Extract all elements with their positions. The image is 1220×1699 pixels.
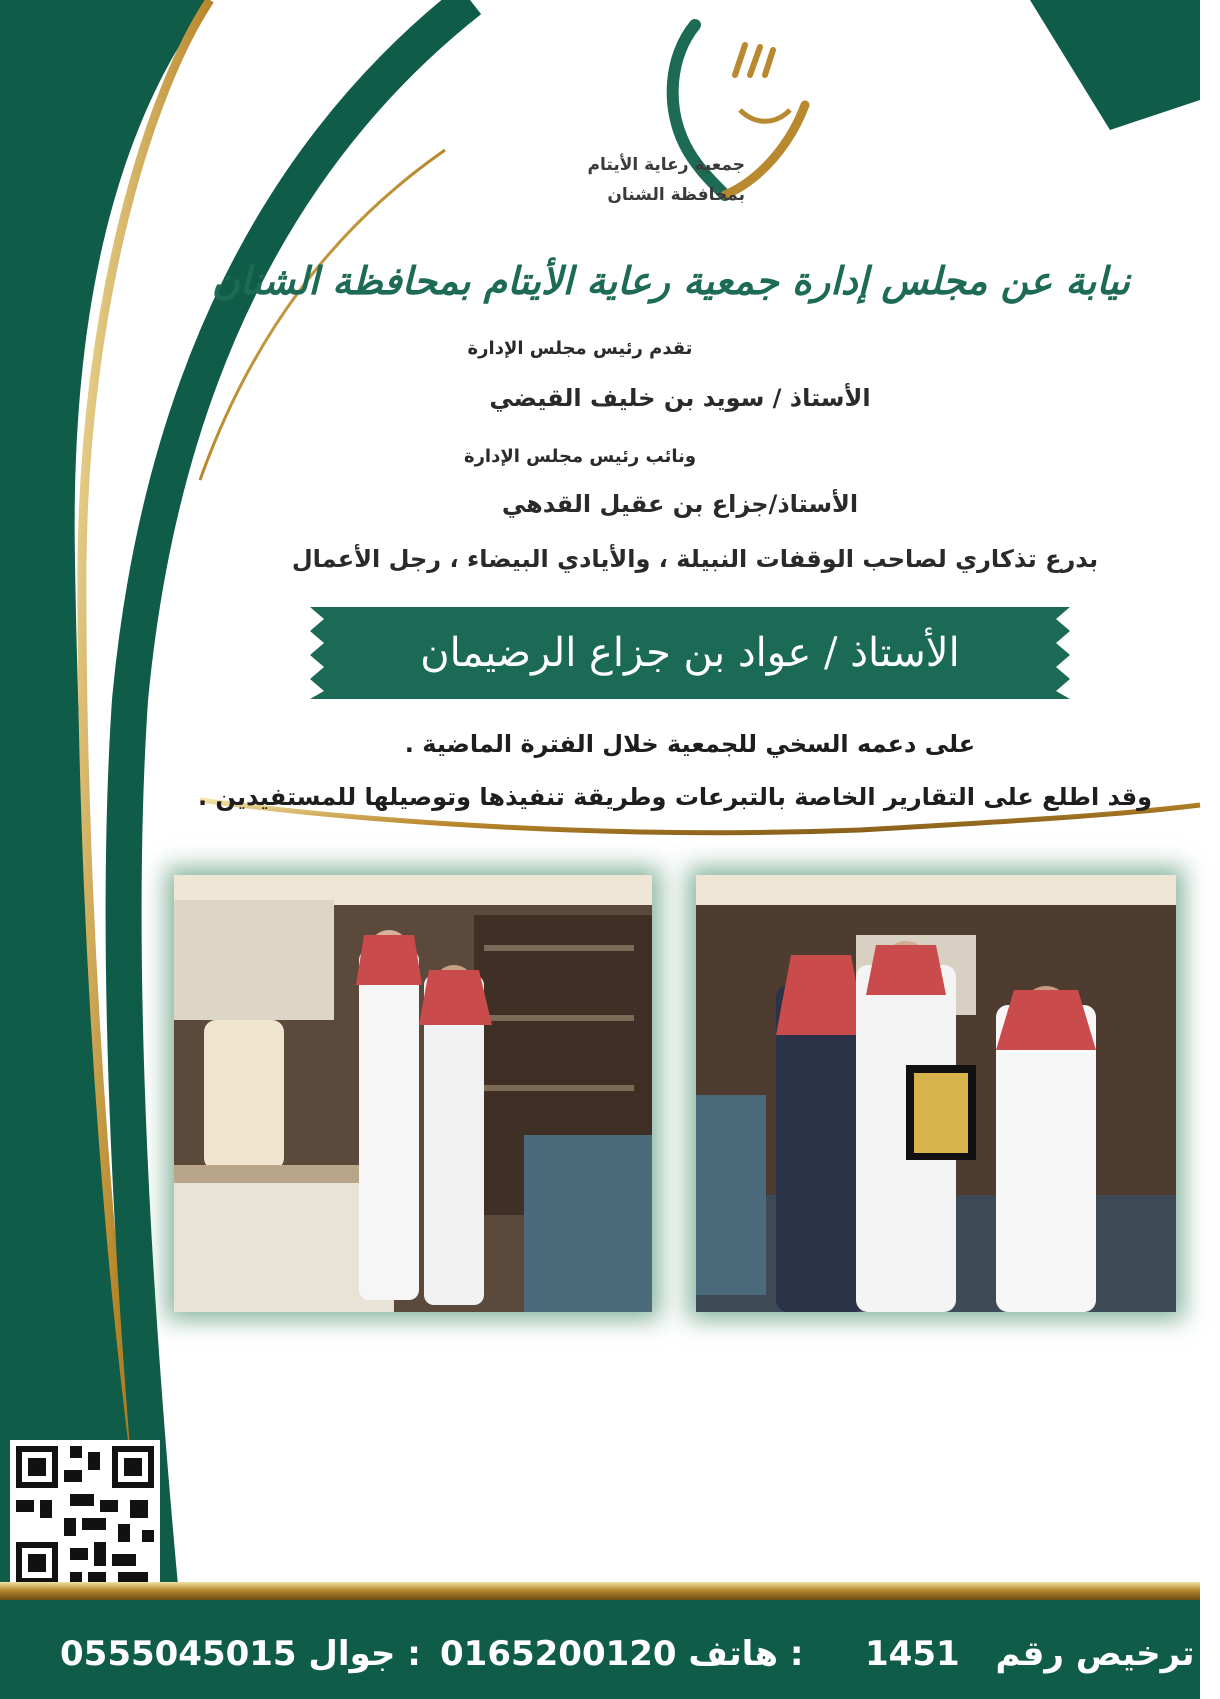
deputy-name: الأستاذ/جزاع بن عقيل القدهي: [501, 490, 859, 518]
phone-value: 0165200120: [440, 1634, 677, 1674]
phone-label: هاتف :: [688, 1634, 804, 1674]
award-line: بدرع تذكاري لصاحب الوقفات النبيلة ، والأيادي البيضاء ، رجل الأعمال: [291, 545, 1099, 573]
logo-name-line2: بمحافظة الشنان: [607, 185, 745, 205]
footer-license: [865, 1634, 1220, 1674]
mobile-label: جوال :: [308, 1634, 421, 1674]
body-line-2: وقد اطلع على التقارير الخاصة بالتبرعات وطريقة تنفيذها وتوصيلها للمستفيدين .: [197, 783, 1153, 811]
qr-code-icon: [10, 1440, 160, 1590]
license-value: 1451: [865, 1634, 960, 1674]
body-line-1: على دعمه السخي للجمعية خلال الفترة الماضية .: [404, 730, 976, 758]
photo-office-reading: [174, 875, 652, 1312]
mobile-value: 0555045015: [60, 1634, 297, 1674]
photo-shield-presentation: [696, 875, 1176, 1312]
honoree-name: الأستاذ / عواد بن جزاع الرضيمان: [420, 630, 960, 676]
headline: نيابة عن مجلس إدارة جمعية رعاية الأيتام بمحافظة الشنان: [211, 258, 1130, 303]
license-label: ترخيص رقم :: [995, 1634, 1220, 1674]
photo-office-reading-icon: [174, 875, 652, 1312]
presenter-title: تقدم رئيس مجلس الإدارة: [467, 338, 693, 359]
presenter-name: الأستاذ / سويد بن خليف القيضي: [489, 384, 871, 412]
photo-shield-presentation-icon: [696, 875, 1176, 1312]
deputy-title: ونائب رئيس مجلس الإدارة: [463, 446, 697, 467]
logo-name-line1: جمعية رعاية الأيتام: [587, 155, 745, 175]
footer-mobile: [60, 1634, 421, 1674]
footer-gold-stripe: [0, 1582, 1200, 1600]
footer-phone: [440, 1634, 803, 1674]
